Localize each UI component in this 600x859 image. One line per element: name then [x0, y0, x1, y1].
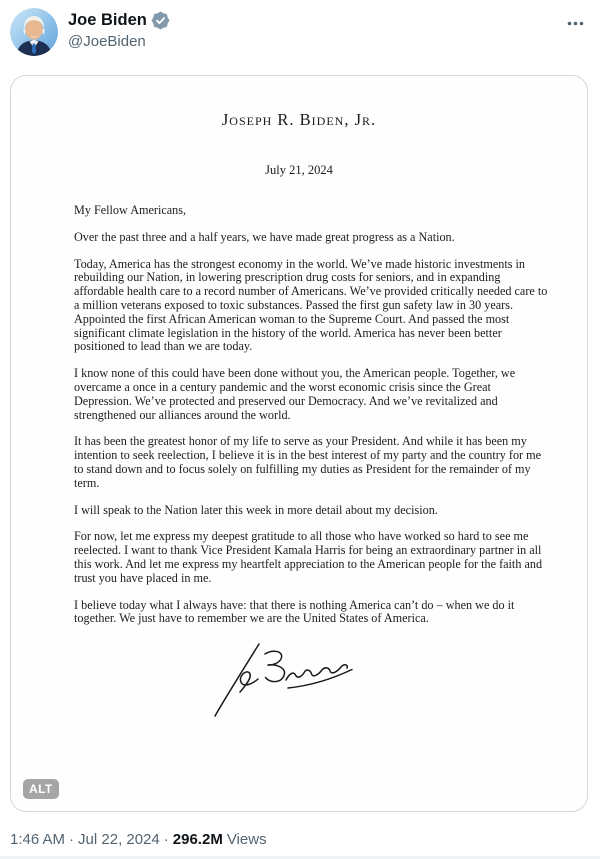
views-count: 296.2M [172, 831, 223, 848]
more-options-button[interactable] [562, 10, 588, 36]
letter-paragraph: My Fellow Americans, [74, 203, 187, 217]
avatar-image [10, 8, 58, 56]
letter-page [11, 110, 587, 721]
meta-separator: · [69, 831, 75, 848]
author-handle[interactable]: @JoeBiden [68, 33, 146, 50]
letter-date: July 21, 2024 [265, 163, 333, 177]
letter-paragraph: It has been the greatest honor of my life to serve as your President. And while it has been my intention to seek reelection, I believe it is in the best interest of my party and the country for me to stand down and to focus solely on fulfilling my duties as President for the remainder of my term. [74, 434, 542, 490]
letter-paragraph: For now, let me express my deepest gratitude to all those who have worked so hard to see me reelected. I want to thank Vice President Kamala Harris for being an extraordinary partner in all this work. And let me express my heartfelt appreciation to the American people for the faith and trust you have placed in me. [74, 529, 543, 585]
alt-badge[interactable]: ALT [23, 779, 59, 799]
letter-paragraph: I will speak to the Nation later this week in more detail about my decision. [74, 502, 438, 517]
author-names [68, 10, 170, 52]
views-label: Views [226, 831, 267, 848]
tweet-meta [10, 830, 267, 850]
letter-body [74, 204, 548, 626]
more-icon [566, 14, 585, 33]
meta-separator: · [163, 831, 169, 848]
date[interactable]: Jul 22, 2024 [78, 831, 160, 848]
author-name[interactable]: Joe Biden [68, 11, 147, 29]
signature [201, 639, 365, 721]
signature-scribble [201, 639, 365, 721]
letter-paragraph: I believe today what I always have: that there is nothing America can’t do – when we do it together. We just have to remember we are the United States of America. [74, 597, 515, 626]
letterhead: Joseph R. Biden, Jr. [221, 110, 377, 129]
avatar[interactable] [10, 8, 58, 56]
tweet-header [10, 8, 590, 56]
verified-badge-icon [151, 11, 170, 30]
timestamp[interactable]: 1:46 AM [10, 831, 66, 848]
letter-paragraph: Today, America has the strongest economy in the world. We’ve made historic investments in rebuilding our Nation, in lowering prescription drug costs for seniors, and in expanding affordable health care to a record number of Americans. We’ve provided critically needed care to a million veterans exposed to toxic substances. Passed the first gun safety law in 30 years. Appointed the first African American woman to the Supreme Court. And passed the most significant climate legislation in the history of the world. America has never been better positioned to lead than we are today. [74, 256, 548, 354]
letter-paragraph: Over the past three and a half years, we have made great progress as a Nation. [74, 229, 455, 244]
letter-paragraph: I know none of this could have been done without you, the American people. Together, we overcame a once in a century pandemic and the worst economic crisis since the Great Depression. We’ve protected and preserved our Democracy. And we’ve revitalized and strengthened our alliances around the world. [74, 366, 516, 422]
letter-image-card[interactable] [10, 75, 588, 812]
